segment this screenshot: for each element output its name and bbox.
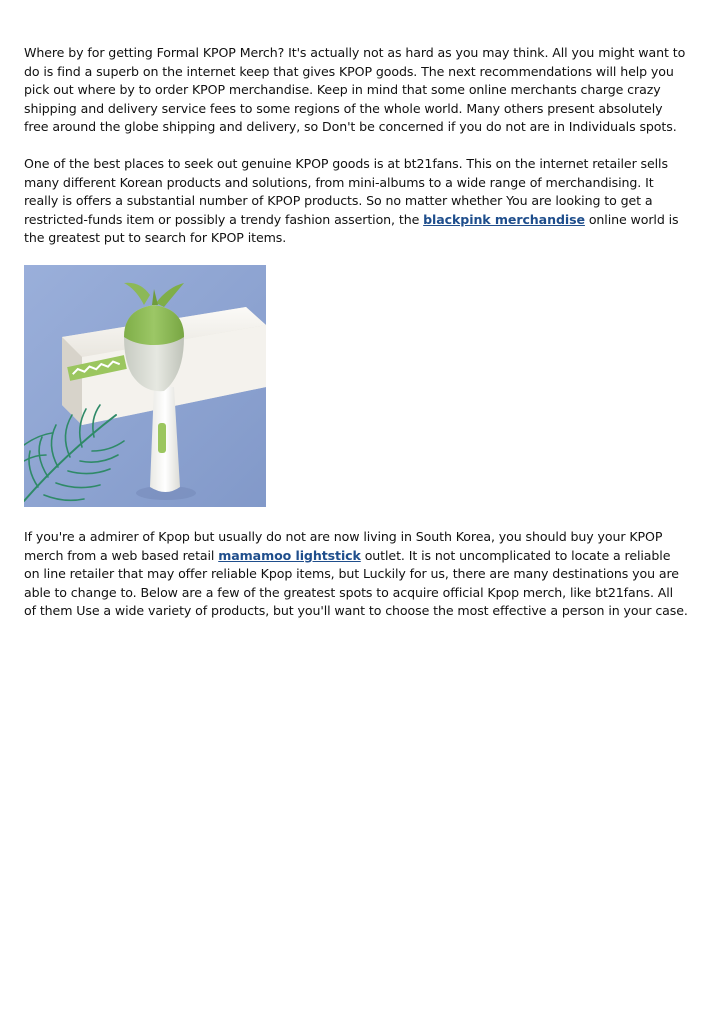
paragraph-admirer-text-2: outlet. It is not uncomplicated to locate a reliable on line retailer that may offer reliable Kpop items, but Luckily for us, there are many destinations you are able to change to. Below are a few of the greatest spots to acquire official Kpop merch, like bt21fans. All of them Use a wide variety of products, but you'll want to choose the most effective a person in your case. [24, 547, 688, 619]
paragraph-bt21fans-text-1: One of the best places to seek out genuine KPOP goods is at bt21fans. This on the internet retailer sells many different Korean products and solutions, from mini-albums to a wide range of merchandising. It really is offers a substantial number of KPOP products. So no matter whether You are looking to get a restricted-funds item or possibly a trendy fashion assertion, the [24, 156, 668, 227]
lightstick-illustration [24, 265, 266, 507]
mamamoo-lightstick-link[interactable]: mamamoo lightstick [218, 547, 361, 563]
lightstick-product-image [24, 265, 266, 507]
paragraph-admirer [24, 528, 688, 621]
blackpink-merchandise-link[interactable]: blackpink merchandise [423, 211, 585, 227]
paragraph-intro-text: Where by for getting Formal KPOP Merch? It's actually not as hard as you may think. All you might want to do is find a superb on the internet keep that gives KPOP goods. The next recommendations will help you pick out where by to order KPOP merchandise. Keep in mind that some online merchants charge crazy shipping and delivery service fees to some regions of the whole world. Many others present absolutely free around the globe shipping and delivery, so Don't be concerned if you do not are in Individuals spots. [24, 45, 686, 135]
paragraph-bt21fans [24, 155, 688, 248]
paragraph-admirer-text-1: If you're a admirer of Kpop but usually do not are now living in South Korea, you should buy your KPOP merch from a web based retail [24, 529, 663, 563]
paragraph-bt21fans-text-2: online world is the greatest put to search for KPOP items. [24, 211, 679, 246]
lightstick-button [158, 423, 166, 453]
paragraph-intro [24, 44, 688, 137]
